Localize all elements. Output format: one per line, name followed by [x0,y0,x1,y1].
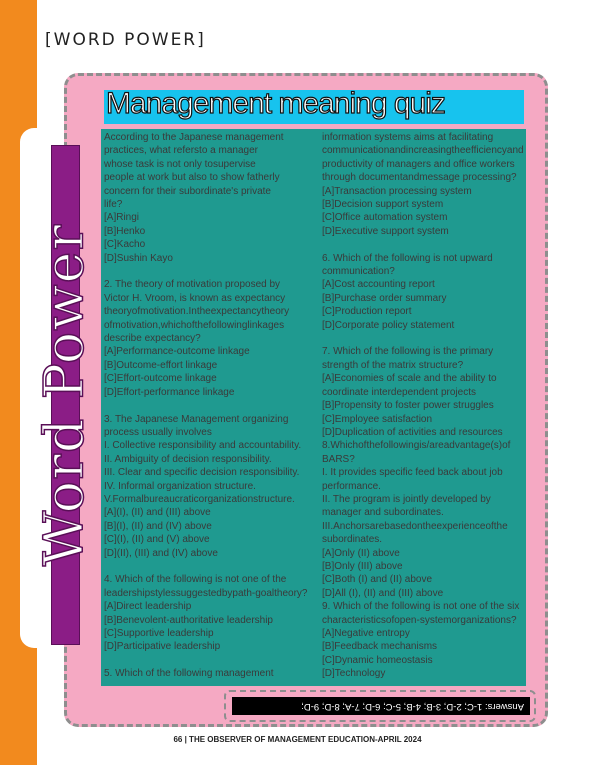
quiz-line: leadershipstylessuggestedbypath-goaltheory? [104,587,308,599]
quiz-line: Victor H. Vroom, is known as expectancy [104,292,286,304]
quiz-line: [A]Performance-outcome linkage [104,346,250,358]
spacer [104,654,311,667]
spacer [322,238,526,251]
quiz-line: BARS? [322,453,355,465]
quiz-line: communication? [322,266,395,278]
quiz-line: ofmotivation,whichofthefollowinglinkages [104,319,285,331]
quiz-line: [C](I), (II) and (V) above [104,534,210,546]
quiz-line: [B]Decision support system [322,199,444,211]
word-power-tab-text: Word Power [32,223,96,567]
quiz-line: [A]Ringi [104,212,140,224]
quiz-line: [C]Supportive leadership [104,627,214,639]
quiz-line: 4. Which of the following is not one of the [104,574,287,586]
spacer [104,399,311,412]
quiz-line: [B]Feedback mechanisms [322,641,438,653]
quiz-line: [D]Corporate policy statement [322,319,455,331]
quiz-line: practices, what refersto a manager [104,145,258,157]
quiz-line: [C]Production report [322,306,412,318]
quiz-line: 2. The theory of motivation proposed by [104,279,281,291]
quiz-line: strength of the matrix structure? [322,359,464,371]
quiz-line: [A]Cost accounting report [322,279,435,291]
quiz-line: [C]Kacho [104,239,146,251]
quiz-line: [C]Office automation system [322,212,448,224]
quiz-line: III.Anchorsarebasedontheexperienceofthe [322,520,508,532]
quiz-line: [A]Economies of scale and the ability to [322,373,497,385]
quiz-line: [A]Direct leadership [104,601,192,613]
quiz-line: II. Ambiguity of decision responsibility. [104,453,272,465]
quiz-line: III. Clear and specific decision responsibility. [104,467,300,479]
quiz-line: subordinates. [322,534,383,546]
quiz-line: people at work but also to show fatherly [104,172,280,184]
quiz-line: [B]Only (III) above [322,560,403,572]
quiz-line: process usually involves [104,426,212,438]
quiz-line: [B](I), (II) and (IV) above [104,520,212,532]
quiz-line: [B]Purchase order summary [322,292,447,304]
quiz-line: [B]Outcome-effort linkage [104,359,218,371]
section-label: [WORD POWER] [45,30,206,50]
quiz-line: V.Formalbureaucraticorganizationstructure. [104,493,295,505]
answer-key: Answers: 1-C; 2-D; 3-B; 4-B; 5-C; 6-D; 7-A; 8-D; 9-D; [301,701,524,712]
quiz-line: whose task is not only tosupervise [104,158,256,170]
quiz-line: concern for their subordinate's private [104,185,271,197]
quiz-line: [A]Only (II) above [322,547,400,559]
quiz-line: IV. Informal organization structure. [104,480,256,492]
quiz-line: [D]Technology [322,668,386,680]
quiz-line: [C]Dynamic homeostasis [322,654,433,666]
quiz-line: [D]Effort-performance linkage [104,386,235,398]
quiz-line: 6. Which of the following is not upward [322,252,493,264]
quiz-line: characteristicsofopen-systemorganizations? [322,614,517,626]
spacer [322,332,526,345]
quiz-line: [B]Henko [104,225,146,237]
quiz-line: [A]Negative entropy [322,628,410,639]
quiz-line: [A](I), (II) and (III) above [104,507,211,519]
quiz-line: information systems aims at facilitating [322,132,494,143]
quiz-line: [C]Effort-outcome linkage [104,373,217,385]
quiz-line: life? [104,199,123,211]
quiz-line: performance. [322,480,381,492]
quiz-line: [B]Propensity to foster power struggles [322,400,494,412]
quiz-line: [C]Employee satisfaction [322,413,433,425]
quiz-line: 3. The Japanese Management organizing [104,413,289,425]
quiz-line: I. It provides specific feed back about job [322,467,503,479]
quiz-line: [C]Both (I) and (II) above [322,574,433,586]
quiz-line: manager and subordinates. [322,507,444,519]
quiz-line: [B]Benevolent-authoritative leadership [104,614,273,626]
quiz-line: [D](II), (III) and (IV) above [104,547,218,559]
quiz-line: [A]Transaction processing system [322,185,472,197]
right-column [322,131,526,681]
quiz-line: communicationandincreasingtheefficiencyand [322,145,524,157]
quiz-line: [D]Sushin Kayo [104,252,173,264]
quiz-line: I. Collective responsibility and accountability. [104,440,302,452]
quiz-line: [D]Participative leadership [104,641,221,653]
quiz-line: 8.Whichofthefollowingis/areadvantage(s)of [322,440,511,452]
quiz-line: 9. Which of the following is not one of the six [322,601,520,613]
page-footer: 66 | THE OBSERVER OF MANAGEMENT EDUCATION-APRIL 2024 [173,735,422,744]
spacer [104,265,311,278]
quiz-line: coordinate interdependent projects [322,386,476,398]
quiz-line: 5. Which of the following management [104,668,274,680]
left-column [104,131,311,681]
quiz-line: through documentandmessage processing? [322,172,517,184]
quiz-line: theoryofmotivation.Intheexpectancytheory [104,306,290,318]
quiz-line: [D]All (I), (II) and (III) above [322,587,444,599]
quiz-line: 7. Which of the following is the primary [322,346,494,358]
quiz-line: According to the Japanese management [104,132,284,143]
quiz-line: productivity of managers and office workers [322,158,515,170]
quiz-line: II. The program is jointly developed by [322,493,491,505]
quiz-line: [D]Duplication of activities and resources [322,426,503,438]
spacer [104,560,311,573]
quiz-line: [D]Executive support system [322,225,449,237]
quiz-line: describe expectancy? [104,333,201,345]
page-title: Management meaning quiz [106,87,445,120]
